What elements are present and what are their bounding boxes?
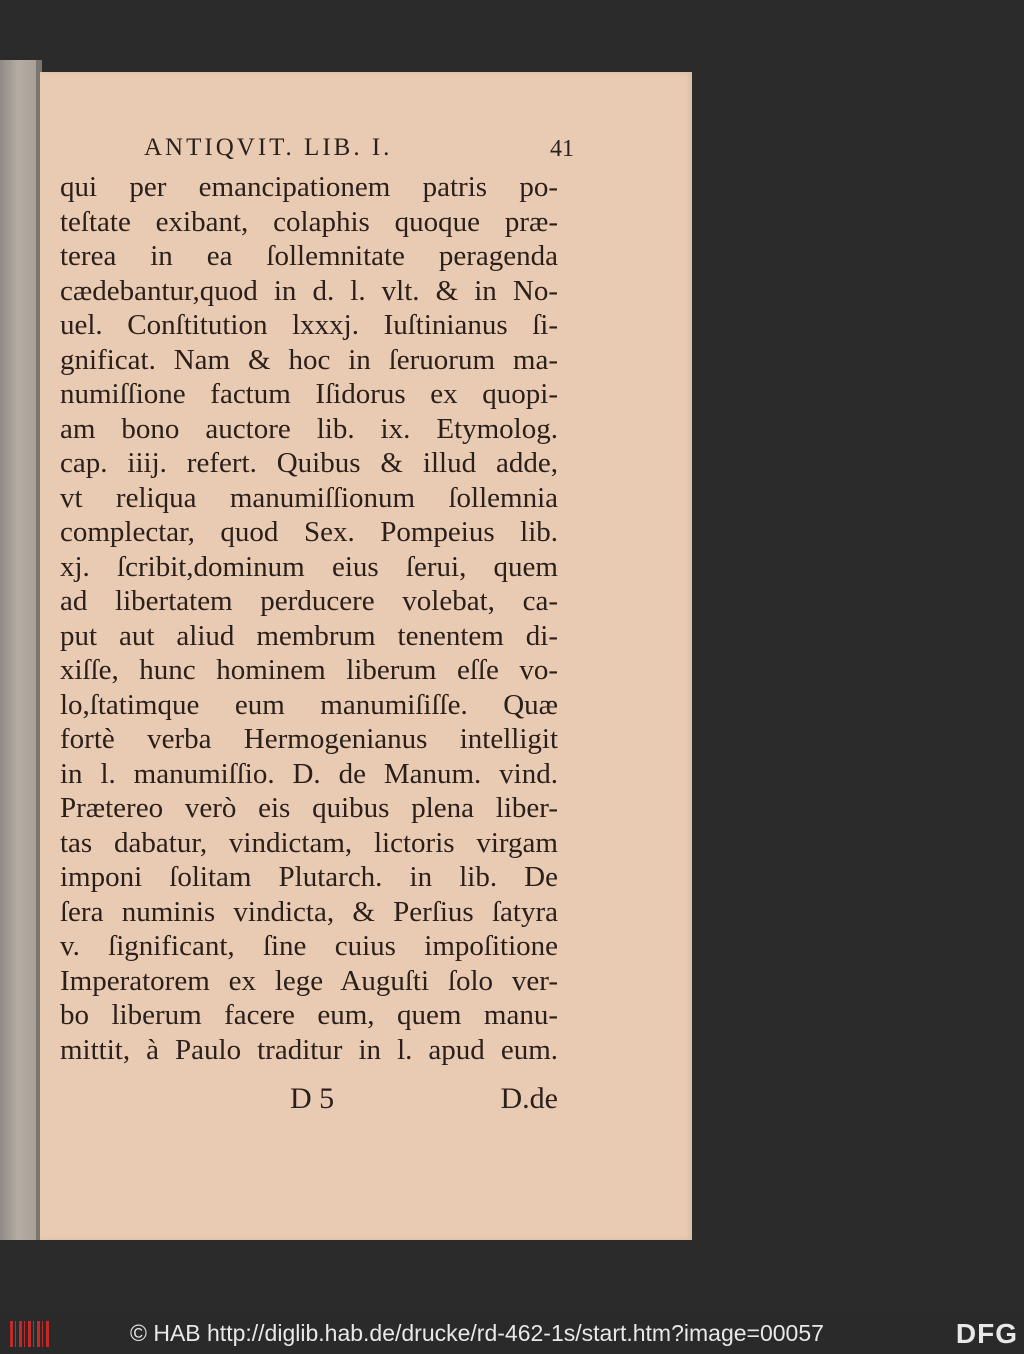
text-line: bo liberum facere eum, quem manu-: [60, 999, 558, 1031]
footer-bar: [0, 1314, 1024, 1354]
text-line: teſtate exibant, colaphis quoque præ-: [60, 205, 558, 238]
catchword: D.de: [500, 1082, 558, 1115]
text-line: in l. manumiſſio. D. de Manum. vind.: [60, 757, 558, 790]
text-line: put aut aliud membrum tenentem di-: [60, 619, 558, 652]
text-line: cap. iiij. refert. Quibus & illud adde,: [60, 447, 558, 479]
book-page: [40, 72, 692, 1240]
text-line: terea in ea ſollemnitate peragenda: [60, 240, 558, 272]
text-line: mittit, à Paulo traditur in l. apud eum.: [60, 1033, 558, 1066]
text-line: vt reliqua manumiſſionum ſollemnia: [60, 481, 558, 514]
dfg-logo: DFG: [955, 1318, 1018, 1349]
text-line: xj. ſcribit,dominum eius ſerui, quem: [60, 550, 558, 583]
body-text: [60, 170, 558, 1067]
text-line: uel. Conſtitution lxxxj. Iuſtinianus ſi-: [60, 309, 558, 341]
barcode-icon: [10, 1321, 50, 1347]
text-line: Prætereo verò eis quibus plena liber-: [60, 792, 558, 824]
text-line: gnificat. Nam & hoc in ſeruorum ma-: [60, 343, 558, 376]
copyright-link[interactable]: © HAB http://diglib.hab.de/drucke/rd-462-1s/start.htm?image=00057: [130, 1320, 824, 1346]
text-line: complectar, quod Sex. Pompeius lib.: [60, 516, 558, 548]
running-head: [144, 130, 574, 170]
previous-page-edge: [0, 60, 40, 1240]
text-line: am bono auctore lib. ix. Etymolog.: [60, 412, 558, 445]
text-line: ad libertatem perducere volebat, ca-: [60, 585, 558, 617]
page-catchline: [60, 1082, 558, 1122]
text-line: fortè verba Hermogenianus intelligit: [60, 723, 558, 755]
text-line: imponi ſolitam Plutarch. in lib. De: [60, 861, 558, 893]
text-line: cædebantur,quod in d. l. vlt. & in No-: [60, 274, 558, 307]
text-line: lo,ſtatimque eum manumiſiſſe. Quæ: [60, 688, 558, 721]
signature-mark: D 5: [290, 1082, 335, 1115]
text-line: v. ſignificant, ſine cuius impoſitione: [60, 930, 558, 962]
page-number: 41: [550, 136, 574, 162]
text-line: ſera numinis vindicta, & Perſius ſatyra: [60, 895, 558, 928]
text-line: numiſſione factum Iſidorus ex quopi-: [60, 378, 558, 410]
running-head-title: ANTIQVIT. LIB. I.: [144, 134, 393, 161]
text-line: Imperatorem ex lege Auguſti ſolo ver-: [60, 964, 558, 997]
text-line: xiſſe, hunc hominem liberum eſſe vo-: [60, 654, 558, 686]
text-line: qui per emancipationem patris po-: [60, 171, 558, 203]
text-line: tas dabatur, vindictam, lictoris virgam: [60, 826, 558, 859]
